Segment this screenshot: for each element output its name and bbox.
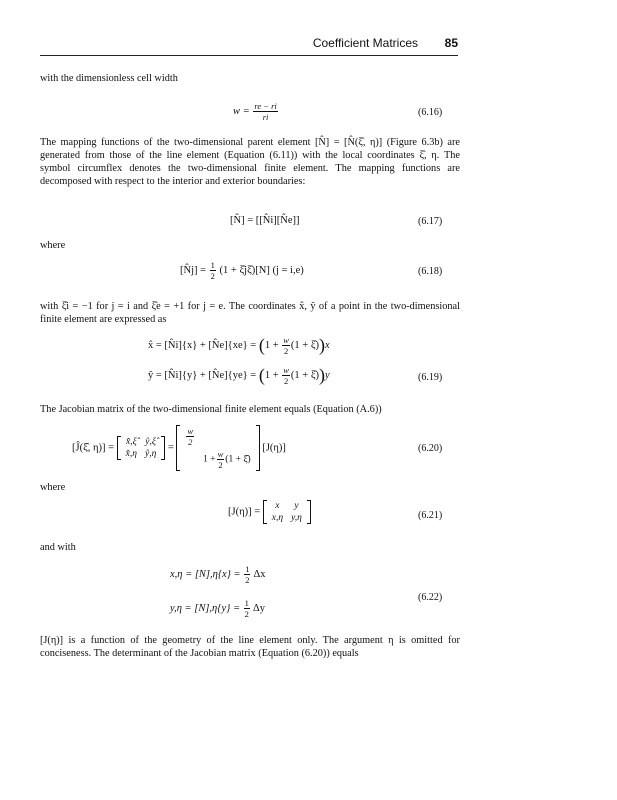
equation-6-20	[72, 425, 286, 471]
equation-6-18	[180, 260, 304, 281]
eq-619y-fraction	[282, 365, 290, 386]
eq-622x-rhs: Δx	[253, 568, 266, 580]
eq-620-m2-top-num: w	[187, 426, 194, 436]
eq-620-m1-r2c2: ŷ,η	[144, 449, 157, 459]
eq-618-fraction	[210, 260, 216, 281]
eq-number-6-20: (6.20)	[418, 443, 443, 454]
page-number: 85	[444, 36, 458, 50]
eq-number-6-18: (6.18)	[418, 266, 443, 277]
eq-622y-lhs: y,η = [N],η{y} =	[170, 602, 241, 614]
eq-619y-den: 2	[283, 376, 289, 386]
where-label-2: where	[40, 482, 66, 493]
eq-619y-close-paren: )	[319, 365, 326, 385]
eq-621-m-r2c2: y,η	[291, 513, 302, 523]
eq-619y-tail: y	[325, 369, 330, 381]
eq-616-fraction	[253, 101, 277, 122]
eq-616-num: re − ri	[254, 101, 277, 111]
eq-619y-num: w	[283, 365, 289, 375]
eq-618-lhs: [N̂j] =	[180, 264, 207, 276]
eq-number-6-17: (6.17)	[418, 216, 443, 227]
eq-622x-den: 2	[245, 575, 250, 585]
and-with-label: and with	[40, 542, 76, 553]
eq-621-m-r2c1: x,η	[271, 513, 284, 523]
eq-618-den: 2	[210, 271, 215, 281]
equation-6-19-y	[148, 365, 330, 386]
eq-618-num: 1	[210, 260, 215, 270]
running-title: Coefficient Matrices	[312, 36, 418, 50]
eq-number-6-19: (6.19)	[418, 372, 443, 383]
eq-number-6-16: (6.16)	[418, 107, 443, 118]
eq-622x-num: 1	[245, 564, 250, 574]
eq-620-m1-r1c1: x̂,ξ̂	[125, 437, 137, 447]
equation-6-19-x	[148, 335, 330, 356]
eq-622y-rhs: Δy	[252, 602, 265, 614]
running-head	[40, 36, 458, 54]
eq-618-rhs: (1 + ξ̂jξ̂)[N] (j = i,e)	[219, 264, 304, 276]
eq-620-m1-r2c1: x̂,η	[125, 449, 137, 459]
eq-616-lhs: w =	[233, 105, 250, 117]
equation-6-22-y	[170, 598, 265, 619]
eq-number-6-22: (6.22)	[418, 592, 443, 603]
eq-621-m-r1c1: x	[275, 501, 280, 511]
header-rule	[40, 55, 458, 56]
paragraph-jacobian-geometry: [J(η)] is a function of the geometry of the line element only. The argument η is omitted for conciseness. The determinant of the Jacobian matrix (Equation (6.20)) equals	[40, 635, 460, 659]
where-label-1: where	[40, 240, 66, 251]
eq-620-m2-bot-rest: (1 + ξ̂)	[225, 454, 251, 465]
eq-621-m-r1c2: y	[294, 501, 299, 511]
eq-616-den: ri	[253, 111, 277, 122]
eq-620-m2-bottom	[199, 448, 255, 471]
eq-619x-lhs: x̂ = [N̂i]{x} + [N̂e]{xe} =	[148, 339, 257, 351]
eq-number-6-21: (6.21)	[418, 510, 443, 521]
eq-619x-close-paren: )	[319, 335, 326, 355]
eq-619x-open-paren: (	[258, 335, 265, 355]
paragraph-jacobian: The Jacobian matrix of the two-dimensional finite element equals (Equation (A.6))	[40, 404, 382, 415]
eq-622y-den: 2	[244, 609, 249, 619]
eq-622y-num: 1	[244, 598, 249, 608]
eq-620-m2-top-den: 2	[188, 437, 193, 447]
eq-620-m2-top	[181, 425, 199, 448]
equation-6-17: [N̂] = [[N̂i][N̂e]]	[230, 215, 300, 226]
eq-619y-rest: (1 + ξ̂)	[290, 369, 320, 381]
eq-619x-rest: (1 + ξ̂)	[290, 339, 320, 351]
eq-620-matrix-2	[176, 425, 259, 471]
paragraph-coordinates: with ξ̂i = −1 for j = i and ξ̂e = +1 for j = e. The coordinates x̂, ŷ of a point in the two-dimensional finite element are expressed as	[40, 301, 460, 325]
paragraph-mapping-functions: The mapping functions of the two-dimensional parent element [N̂] = [N̂(ξ̂, η)] (Figure 6.3b) are generated from those of the line element (Equation (6.11)) with the local coordinates ξ̂, η. The symbol circumflex denotes the two-dimensional finite element. The mapping functions are decomposed with respect to the interior and exterior boundaries:	[40, 137, 460, 187]
equation-6-22-x	[170, 564, 266, 585]
eq-619x-den: 2	[283, 346, 289, 356]
eq-620-rhs: [J(η)]	[262, 442, 286, 454]
eq-619x-fraction	[282, 335, 290, 356]
eq-621-matrix	[263, 500, 311, 524]
eq-619y-open-paren: (	[258, 365, 265, 385]
eq-619y-one: 1 +	[264, 369, 279, 381]
eq-622x-fraction	[244, 564, 250, 585]
eq-620-matrix-1	[117, 436, 166, 460]
eq-620-lhs: [Ĵ(ξ̂, η)] =	[72, 442, 115, 454]
eq-619x-num: w	[283, 335, 289, 345]
eq-622x-lhs: x,η = [N],η{x} =	[170, 568, 241, 580]
equation-6-16	[233, 101, 279, 122]
eq-622y-fraction	[244, 598, 250, 619]
eq-621-lhs: [J(η)] =	[228, 506, 261, 518]
eq-619x-one: 1 +	[264, 339, 279, 351]
eq-620-m2-bot-one: 1 +	[203, 454, 216, 465]
eq-619y-lhs: ŷ = [N̂i]{y} + [N̂e]{ye} =	[148, 369, 257, 381]
eq-620-equals: =	[167, 442, 174, 454]
eq-620-m1-r1c2: ŷ,ξ̂	[145, 437, 156, 447]
equation-6-21	[228, 500, 311, 524]
eq-620-m2-bot-num: w	[217, 449, 224, 459]
intro-line: with the dimensionless cell width	[40, 73, 178, 84]
eq-620-m2-bot-den: 2	[218, 460, 223, 470]
eq-619x-tail: x	[325, 339, 330, 351]
